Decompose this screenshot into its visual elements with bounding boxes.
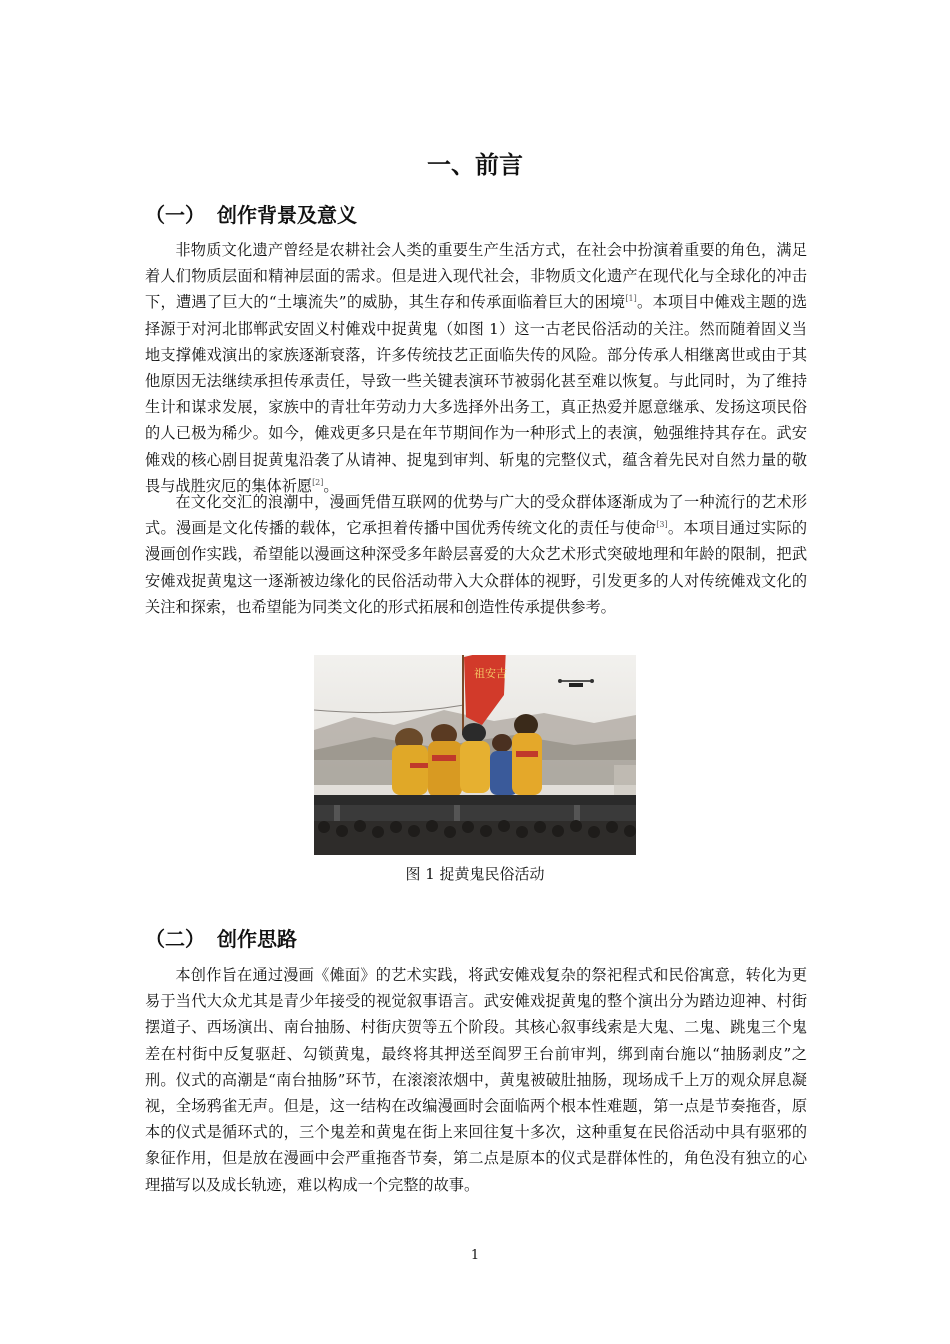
- paragraph-text: 非物质文化遗产曾经是农耕社会人类的重要生产生活方式，在社会中扮演着重要的角色，满足着人们物质层面和精神层面的需求。但是进入现代社会，非物质文化遗产在现代化与全球化的冲击下，遭遇了巨大的“土壤流失”的威胁，其生存和传承面临着巨大的困境: [145, 241, 807, 312]
- citation-ref-2[interactable]: [2]: [312, 477, 324, 487]
- citation-ref-1[interactable]: [1]: [625, 294, 637, 304]
- figure-photo: [314, 655, 636, 855]
- section-heading-background: [145, 200, 805, 230]
- paragraph-text: 在文化交汇的浪潮中，漫画凭借互联网的优势与广大的受众群体逐渐成为了一种流行的艺术形式。漫画是文化传播的载体，它承担着传播中国优秀传统文化的责任与使命: [145, 493, 807, 538]
- section-title: 创作背景及意义: [217, 203, 357, 227]
- paragraph-background-1: [145, 237, 807, 499]
- paragraph-text: 。本项目中傩戏主题的选择源于对河北邯郸武安固义村傩戏中捉黄鬼（如图 1）这一古老民俗活动的关注。然而随着固义当地支撑傩戏演出的家族逐渐衰落，许多传统技艺正面临失传的风险。部分传承人相继离世或由于其他原因无法继续承担传承责任，导致一些关键表演环节被弱化甚至难以恢复。与此同时，为了维持生计和谋求发展，家族中的青壮年劳动力大多选择外出务工，真正热爱并愿意继承、发扬这项民俗的人已极为稀少。如今，傩戏更多只是在年节期间作为一种形式上的表演，勉强维持其存在。武安傩戏的核心剧目捉黄鬼沿袭了从请神、捉鬼到审判、斩鬼的完整仪式，蕴含着先民对自然力量的敬畏与战胜灾厄的集体祈愿: [145, 293, 808, 495]
- paragraph-background-2: [145, 489, 807, 620]
- chapter-title: 一、前言: [427, 151, 523, 179]
- section-title: 创作思路: [217, 927, 297, 951]
- figure-caption: 图 1 捉黄鬼民俗活动: [405, 865, 545, 883]
- section-number: （二）: [145, 927, 205, 951]
- banner-text: 祖安吉: [474, 667, 507, 680]
- section-heading-approach: [145, 924, 805, 954]
- paragraph-approach: 本创作旨在通过漫画《傩面》的艺术实践，将武安傩戏复杂的祭祀程式和民俗寓意，转化为更易于当代大众尤其是青少年接受的视觉叙事语言。武安傩戏捉黄鬼的整个演出分为踏边迎神、村街摆道子、西场演出、南台抽肠、村街庆贺等五个阶段。其核心叙事线索是大鬼、二鬼、跳鬼三个鬼差在村街中反复驱赶、勾锁黄鬼，最终将其押送至阎罗王台前审判，绑到南台施以“抽肠剥皮”之刑。仪式的高潮是“南台抽肠”环节，在滚滚浓烟中，黄鬼被破肚抽肠，现场成千上万的观众屏息凝视，全场鸦雀无声。但是，这一结构在改编漫画时会面临两个根本性难题，第一点是节奏拖沓，原本的仪式是循环式的，三个鬼差和黄鬼在街上来回往复十多次，这种重复在民俗活动中具有驱邪的象征作用，但是放在漫画中会严重拖沓节奏，第二点是原本的仪式是群体性的，角色没有独立的心理描写以及成长轨迹，难以构成一个完整的故事。: [145, 966, 807, 1194]
- paragraph-text: 。: [323, 476, 339, 495]
- ritual-photo-illustration: [314, 655, 636, 855]
- page-number: 1: [470, 1248, 480, 1263]
- paragraph-text: 。本项目通过实际的漫画创作实践，希望能以漫画这种深受多年龄层喜爱的大众艺术形式突破地理和年龄的限制，把武安傩戏捉黄鬼这一逐渐被边缘化的民俗活动带入大众群体的视野，引发更多的人对传统傩戏文化的关注和探索，也希望能为同类文化的形式拓展和创造性传承提供参考。: [145, 519, 808, 616]
- section-number: （一）: [145, 203, 205, 227]
- citation-ref-3[interactable]: [3]: [656, 520, 668, 530]
